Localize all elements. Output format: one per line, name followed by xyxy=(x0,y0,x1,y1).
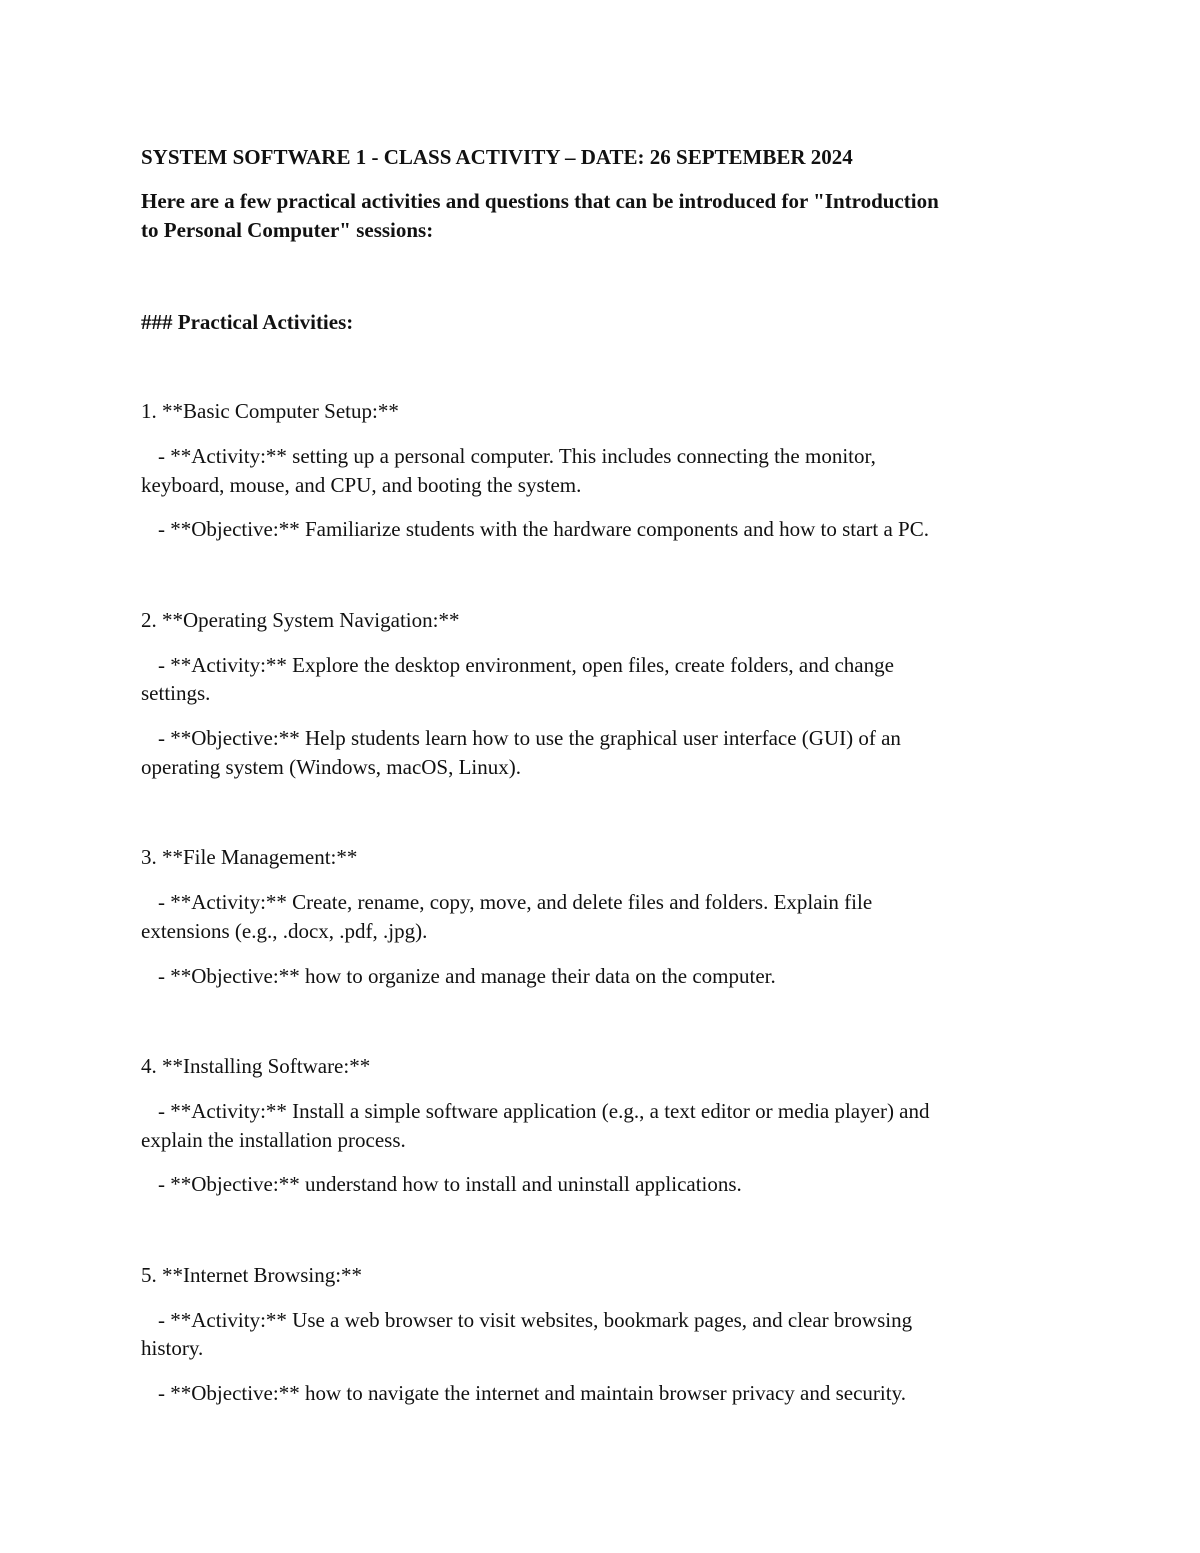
intro-text-line-1: Here are a few practical activities and questions that can be introduced for "Introduction xyxy=(141,189,939,213)
item-3-objective-line-1: - **Objective:** how to organize and manage their data on the computer. xyxy=(158,964,776,988)
item-3-heading: 3. **File Management:** xyxy=(141,845,358,869)
item-5-heading: 5. **Internet Browsing:** xyxy=(141,1263,363,1287)
item-4-objective-line-1: - **Objective:** understand how to install and uninstall applications. xyxy=(158,1172,742,1196)
item-2-objective-line-1: - **Objective:** Help students learn how to use the graphical user interface (GUI) of an xyxy=(158,726,901,750)
item-2-objective-line-2: operating system (Windows, macOS, Linux). xyxy=(141,755,522,779)
item-2-heading: 2. **Operating System Navigation:** xyxy=(141,608,460,632)
item-3-activity-line-2: extensions (e.g., .docx, .pdf, .jpg). xyxy=(141,919,428,943)
document-title: SYSTEM SOFTWARE 1 - CLASS ACTIVITY – DATE: 26 SEPTEMBER 2024 xyxy=(141,145,853,169)
item-4-activity-line-1: - **Activity:** Install a simple software application (e.g., a text editor or media player) and xyxy=(158,1099,930,1123)
item-4-heading: 4. **Installing Software:** xyxy=(141,1054,371,1078)
item-2-activity-line-1: - **Activity:** Explore the desktop environment, open files, create folders, and change xyxy=(158,653,894,677)
intro-text-line-2: to Personal Computer" sessions: xyxy=(141,218,434,242)
item-3-activity-line-1: - **Activity:** Create, rename, copy, move, and delete files and folders. Explain file xyxy=(158,890,873,914)
item-1-objective-line-1: - **Objective:** Familiarize students with the hardware components and how to start a PC. xyxy=(158,517,929,541)
item-1-activity-line-1: - **Activity:** setting up a personal computer. This includes connecting the monitor, xyxy=(158,444,876,468)
item-4-activity-line-2: explain the installation process. xyxy=(141,1128,406,1152)
item-2-activity-line-2: settings. xyxy=(141,681,211,705)
item-5-objective-line-1: - **Objective:** how to navigate the internet and maintain browser privacy and security. xyxy=(158,1381,906,1405)
item-1-activity-line-2: keyboard, mouse, and CPU, and booting the system. xyxy=(141,473,582,497)
item-5-activity-line-2: history. xyxy=(141,1336,204,1360)
item-5-activity-line-1: - **Activity:** Use a web browser to visit websites, bookmark pages, and clear browsing xyxy=(158,1308,913,1332)
item-1-heading: 1. **Basic Computer Setup:** xyxy=(141,399,399,423)
section-heading: ### Practical Activities: xyxy=(141,310,354,334)
